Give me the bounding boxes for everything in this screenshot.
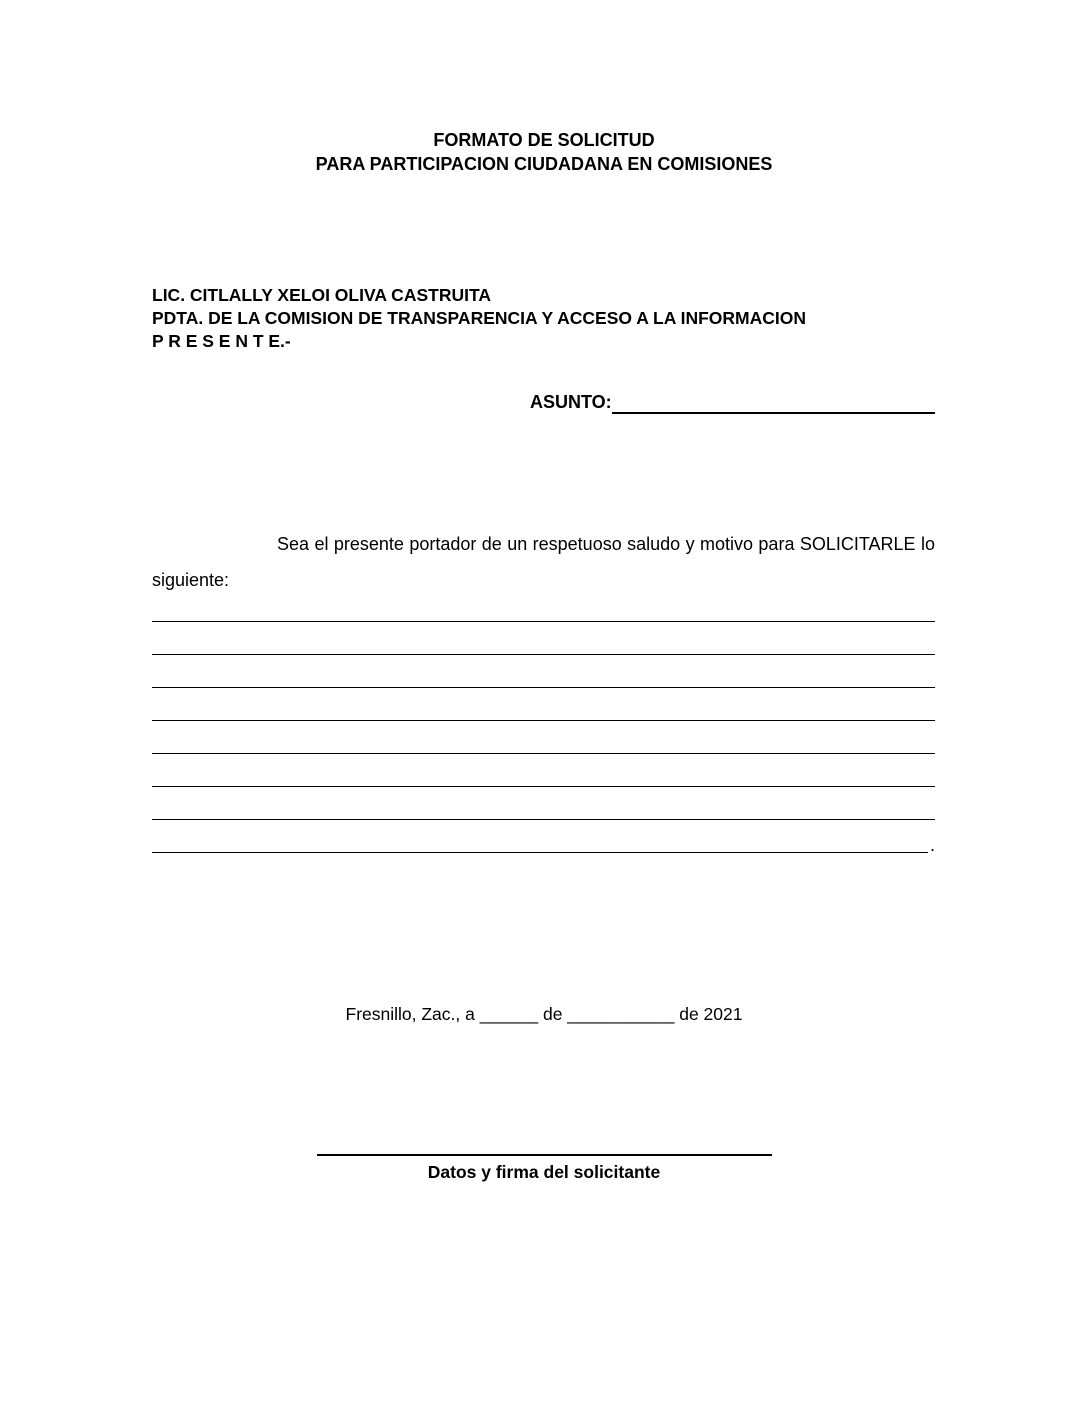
blank-line (152, 655, 935, 688)
blank-line (152, 787, 935, 820)
form-title-line1: FORMATO DE SOLICITUD (433, 130, 655, 150)
blank-line (152, 754, 935, 787)
signature-line (317, 1154, 772, 1156)
blank-line (152, 820, 935, 853)
asunto-blank-line (612, 392, 935, 414)
blank-line (152, 688, 935, 721)
form-title-line2: PARA PARTICIPACION CIUDADANA EN COMISIONES (315, 154, 773, 174)
asunto-row (152, 390, 935, 414)
blank-line (152, 622, 935, 655)
form-title (0, 128, 1088, 176)
signature-block (0, 1154, 1088, 1183)
addressee-presente: P R E S E N T E.- (152, 331, 291, 351)
final-period: . (929, 835, 935, 855)
blank-line (152, 589, 935, 622)
body-paragraph: Sea el presente portador de un respetuoso saludo y motivo para SOLICITARLE lo siguiente: (152, 534, 935, 590)
addressee-block (152, 284, 935, 353)
asunto-label: ASUNTO: (530, 392, 612, 412)
signature-caption: Datos y firma del solicitante (427, 1162, 661, 1182)
addressee-position: PDTA. DE LA COMISION DE TRANSPARENCIA Y ACCESO A LA INFORMACION (152, 308, 807, 328)
addressee-name: LIC. CITLALLY XELOI OLIVA CASTRUITA (152, 285, 491, 305)
date-line: Fresnillo, Zac., a ______ de ___________ de 2021 (345, 1004, 743, 1024)
blank-line (152, 721, 935, 754)
blank-lines (152, 589, 935, 853)
